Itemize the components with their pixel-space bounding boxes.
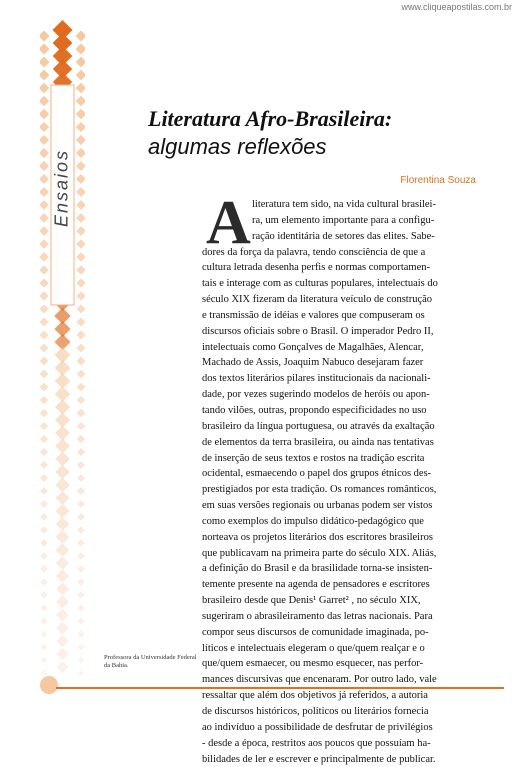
banner-side-diamond xyxy=(76,187,85,197)
banner-side-diamond xyxy=(40,31,50,42)
page-number-circle xyxy=(40,676,58,694)
body-line: sugeriram o abrasileiramento das letras nacionais. Para xyxy=(202,610,433,622)
bottom-divider xyxy=(56,687,504,689)
body-line: discursos oficiais sobre o Brasil. O imperador Pedro II, xyxy=(202,325,434,337)
banner-side-diamond xyxy=(78,618,85,625)
banner-side-diamond xyxy=(41,644,48,651)
body-line: tando vilões, outras, propondo especificidades no uso xyxy=(202,404,427,416)
section-label: Ensaios xyxy=(51,148,72,228)
drop-cap: A xyxy=(206,189,251,257)
banner-diamond xyxy=(56,543,69,556)
body-line: ressaltar que além dos objetivos já referidos, a autoria xyxy=(202,690,428,702)
banner-side-diamond xyxy=(76,213,85,223)
banner-side-diamond xyxy=(77,461,85,469)
banner-side-diamond xyxy=(76,31,86,42)
banner-diamond xyxy=(56,648,68,660)
banner-diamond xyxy=(56,556,69,569)
banner-side-diamond xyxy=(40,96,49,107)
body-line: que publicavam na primeira parte do século XIX. Aliás, xyxy=(202,547,437,559)
banner-side-diamond xyxy=(40,604,47,611)
banner-side-diamond xyxy=(77,396,85,404)
banner-side-diamond xyxy=(77,435,85,443)
body-line: dores da força da palavra, tendo consciência de que a xyxy=(202,246,426,258)
banner-side-diamond xyxy=(76,148,85,158)
banner-side-diamond xyxy=(40,474,48,482)
article-title: Literatura Afro-Brasileira: xyxy=(148,106,393,131)
banner-side-diamond xyxy=(78,657,85,664)
banner-diamond xyxy=(55,439,70,454)
article-subtitle: algumas reflexões xyxy=(148,134,327,159)
banner-side-diamond xyxy=(77,604,84,611)
banner-side-diamond xyxy=(77,487,85,495)
banner-side-diamond xyxy=(77,383,85,392)
banner-diamond xyxy=(57,661,69,673)
banner-side-diamond xyxy=(78,631,85,638)
banner-diamond xyxy=(55,452,70,467)
banner-side-diamond xyxy=(77,370,85,379)
body-line: de discursos históricos, políticos ou literários fornecia xyxy=(202,706,429,717)
banner-side-diamond xyxy=(40,383,48,392)
banner-side-diamond xyxy=(76,200,85,210)
banner-side-diamond xyxy=(40,278,49,287)
banner-side-diamond xyxy=(76,122,85,132)
body-line: compor seus discursos de comunidade imaginada, po- xyxy=(202,626,429,638)
body-line: a definição do Brasil e da brasilidade torna-se insisten- xyxy=(202,563,433,575)
banner-side-diamond xyxy=(77,409,85,417)
body-line: prestigiados por esta tradição. Os romances românticos, xyxy=(202,484,437,496)
banner-side-diamond xyxy=(40,526,48,534)
body-line: tais e interage com as culturas populares, intelectuais do xyxy=(202,278,438,290)
banner-side-diamond xyxy=(40,317,49,326)
banner-side-diamond xyxy=(40,174,49,184)
banner-side-diamond xyxy=(77,448,85,456)
banner-diamond xyxy=(55,491,69,505)
banner-side-diamond xyxy=(40,135,49,145)
banner-side-diamond xyxy=(40,331,48,340)
banner-side-diamond xyxy=(40,122,49,132)
banner-side-diamond xyxy=(76,161,85,171)
banner-side-diamond xyxy=(40,148,49,158)
banner-diamond xyxy=(56,596,69,609)
body-line: de elementos da terra brasileira, ou ainda nas tentativas xyxy=(202,436,434,448)
banner-side-diamond xyxy=(40,357,48,366)
banner-side-diamond xyxy=(76,44,85,55)
banner-side-diamond xyxy=(40,344,48,353)
body-line: intelectuais como Gonçalves de Magalhães, Alencar, xyxy=(202,341,424,353)
banner-side-diamond xyxy=(77,552,84,559)
banner-side-diamond xyxy=(77,565,84,572)
site-url[interactable]: www.cliqueapostilas.com.br xyxy=(401,2,512,12)
banner-diamond xyxy=(56,504,70,518)
banner-diamond xyxy=(56,569,69,582)
banner-side-diamond xyxy=(40,370,48,379)
banner-side-diamond xyxy=(77,591,84,598)
banner-side-diamond xyxy=(76,317,85,326)
banner-side-diamond xyxy=(77,513,85,521)
banner-diamond xyxy=(55,426,70,441)
body-line: brasileiro da língua portuguesa, ou através da exaltação xyxy=(202,420,435,432)
banner-side-diamond xyxy=(40,200,49,210)
banner-side-diamond xyxy=(40,291,49,300)
banner-side-diamond xyxy=(40,83,49,94)
banner-side-diamond xyxy=(40,304,49,313)
body-line: cultura letrada desenha perfis e normas comportamen- xyxy=(202,262,430,274)
banner-diamond xyxy=(55,478,69,492)
banner-side-diamond xyxy=(40,513,48,521)
body-line: de inserção de seus textos e rostos na tradição escrita xyxy=(202,452,425,464)
banner-side-diamond xyxy=(76,226,85,236)
body-line: ao indivíduo a possibilidade de desfrutar de privilégios xyxy=(202,721,433,733)
banner-side-diamond xyxy=(76,291,85,300)
article-body xyxy=(202,197,460,767)
body-line: dos textos literários pilares institucionais da nacionali- xyxy=(202,373,431,385)
body-line: século XIX fizeram da literatura veículo de construção xyxy=(202,294,433,306)
banner-side-diamond xyxy=(76,252,85,261)
body-line: em suas versões regionais ou urbanas podem ser vistos xyxy=(202,500,433,512)
body-line: como exemplos do impulso didático-pedagógico que xyxy=(202,515,424,527)
author-footnote: Professora da Universidade Federal da Bahia. xyxy=(104,654,197,669)
banner-side-diamond xyxy=(40,409,48,417)
banner-side-diamond xyxy=(76,57,85,68)
banner-diamond xyxy=(55,412,70,427)
banner-side-diamond xyxy=(76,278,85,287)
body-line: brasileiro desde que Denis¹ Garret² , no século XIX, xyxy=(202,595,421,607)
banner-side-diamond xyxy=(41,631,48,638)
banner-side-diamond xyxy=(77,344,85,353)
body-line: que/quem esmaecer, ou mesmo esquecer, nas perfor- xyxy=(202,658,424,670)
body-line: ra, um elemento importante para a configu- xyxy=(252,214,435,226)
banner-side-diamond xyxy=(40,552,47,559)
banner-side-diamond xyxy=(40,44,49,55)
banner-side-diamond xyxy=(77,578,84,585)
body-line: ocidental, esmaecendo o papel dos grupos étnicos des- xyxy=(202,468,432,480)
banner-side-diamond xyxy=(77,539,84,546)
banner-side-diamond xyxy=(41,657,48,664)
body-line: ração identitária de setores das elites. Sabe- xyxy=(252,230,435,242)
banner-diamond xyxy=(56,517,70,531)
banner-side-diamond xyxy=(40,252,49,261)
banner-side-diamond xyxy=(76,265,85,274)
body-line: e transmissão de idéias e valores que compuseram os xyxy=(202,309,425,321)
banner-side-diamond xyxy=(40,591,47,598)
body-line: temente presente na agenda de pensadores e escritores xyxy=(202,579,430,591)
body-line: literatura tem sido, na vida cultural brasilei- xyxy=(252,199,436,210)
banner-side-diamond xyxy=(40,109,49,119)
banner-diamond xyxy=(55,465,69,479)
banner-side-diamond xyxy=(76,304,85,313)
banner-side-diamond xyxy=(40,161,49,171)
banner-diamond xyxy=(55,399,70,414)
banner-side-diamond xyxy=(40,422,48,430)
banner-side-diamond xyxy=(40,187,49,197)
banner-side-diamond xyxy=(40,70,49,81)
banner-side-diamond xyxy=(40,461,48,469)
banner-side-diamond xyxy=(77,474,85,482)
banner-side-diamond xyxy=(40,239,49,249)
banner-side-diamond xyxy=(76,96,85,107)
banner-side-diamond xyxy=(40,565,47,572)
banner-side-diamond xyxy=(77,357,85,366)
banner-side-diamond xyxy=(40,539,47,546)
banner-side-diamond xyxy=(40,500,48,508)
banner-side-diamond xyxy=(40,213,49,223)
banner-side-diamond xyxy=(40,435,48,443)
body-line: - desde a época, restritos aos poucos que possuíam ha- xyxy=(202,737,431,749)
banner-side-diamond xyxy=(77,500,85,508)
banner-side-diamond xyxy=(40,487,48,495)
body-line: dade, por vezes sugerindo modelos de heróis ou apon- xyxy=(202,389,430,401)
banner-side-diamond xyxy=(76,109,85,119)
banner-diamond xyxy=(56,622,68,634)
banner-side-diamond xyxy=(76,135,85,145)
banner-side-diamond xyxy=(77,526,85,534)
banner-diamond xyxy=(56,635,68,647)
banner-side-diamond xyxy=(78,670,85,677)
body-line: norteava os projetos literários dos escritores brasileiros xyxy=(202,531,433,543)
banner-side-diamond xyxy=(77,422,85,430)
banner-side-diamond xyxy=(40,578,47,585)
banner-side-diamond xyxy=(76,83,85,94)
banner-side-diamond xyxy=(40,265,49,274)
article-author: Florentina Souza xyxy=(400,175,476,186)
banner-side-diamond xyxy=(76,70,85,81)
banner-side-diamond xyxy=(40,396,48,404)
banner-side-diamond xyxy=(40,448,48,456)
body-line: mances discursivas que encenaram. Por outro lado, vale xyxy=(202,674,437,686)
banner-side-diamond xyxy=(76,174,85,184)
banner-side-diamond xyxy=(40,57,49,68)
body-line: Machado de Assis, Joaquim Nabuco desejaram fazer xyxy=(202,357,424,369)
banner-side-diamond xyxy=(78,644,85,651)
banner-diamond xyxy=(56,609,69,622)
body-line: líticos e intelectuais elegeram o que/quem realçar e o xyxy=(202,642,425,654)
banner-diamond xyxy=(56,583,69,596)
banner-side-diamond xyxy=(76,239,85,249)
body-line: bilidades de ler e escrever e principalmente de publicar. xyxy=(202,753,436,765)
banner-side-diamond xyxy=(40,226,49,236)
banner-side-diamond xyxy=(77,331,85,340)
banner-side-diamond xyxy=(41,618,48,625)
banner-diamond xyxy=(56,530,70,544)
